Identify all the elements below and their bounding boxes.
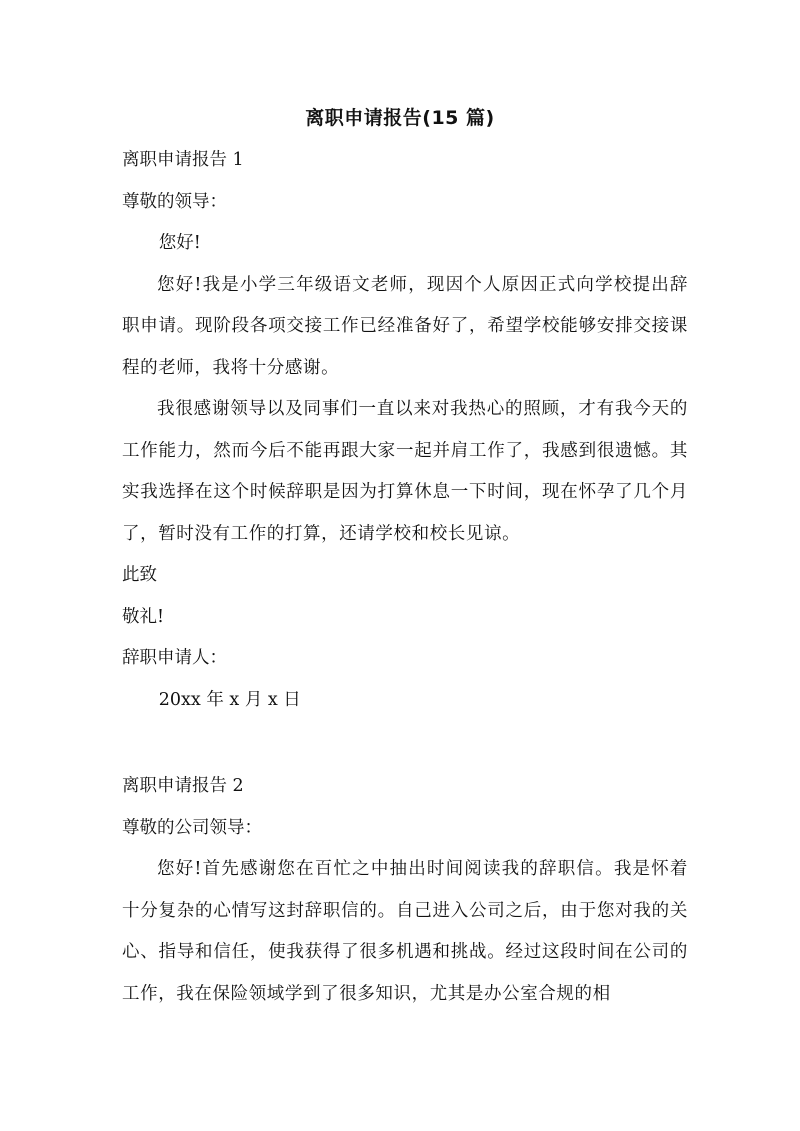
closing-salute: 敬礼!: [122, 606, 165, 627]
salutation: 尊敬的公司领导：: [122, 817, 262, 838]
body-paragraph: 您好!首先感谢您在百忙之中抽出时间阅读我的辞职信。我是怀着十分复杂的心情写这封辞职信的。自己进入公司之后，由于您对我的关心、指导和信任，使我获得了很多机遇和挑战。经过这段时间在公司的工作，我在保险领域学到了很多知识，尤其是办公室合规的相: [122, 859, 688, 1004]
body-paragraph: 您好!我是小学三年级语文老师，现因个人原因正式向学校提出辞职申请。现阶段各项交接工作已经准备好了，希望学校能够安排交接课程的老师，我将十分感谢。: [122, 274, 688, 378]
signer-label: 辞职申请人：: [122, 648, 227, 668]
section-heading: 离职申请报告 1: [122, 150, 244, 170]
greeting: 您好!: [158, 233, 201, 253]
date-line: 20xx 年 x 月 x 日: [158, 689, 301, 710]
section-1: [122, 140, 688, 721]
section-2: [122, 766, 688, 1015]
closing-line: 此致: [122, 565, 157, 585]
document-title: 离职申请报告(15 篇): [305, 107, 495, 129]
body-paragraph: 我很感谢领导以及同事们一直以来对我热心的照顾，才有我今天的工作能力，然而今后不能再跟大家一起并肩工作了，我感到很遗憾。其实我选择在这个时候辞职是因为打算休息一下时间，现在怀孕了几个月了，暂时没有工作的打算，还请学校和校长见谅。: [122, 399, 688, 544]
salutation: 尊敬的领导：: [122, 191, 227, 212]
section-heading: 离职申请报告 2: [122, 776, 244, 796]
